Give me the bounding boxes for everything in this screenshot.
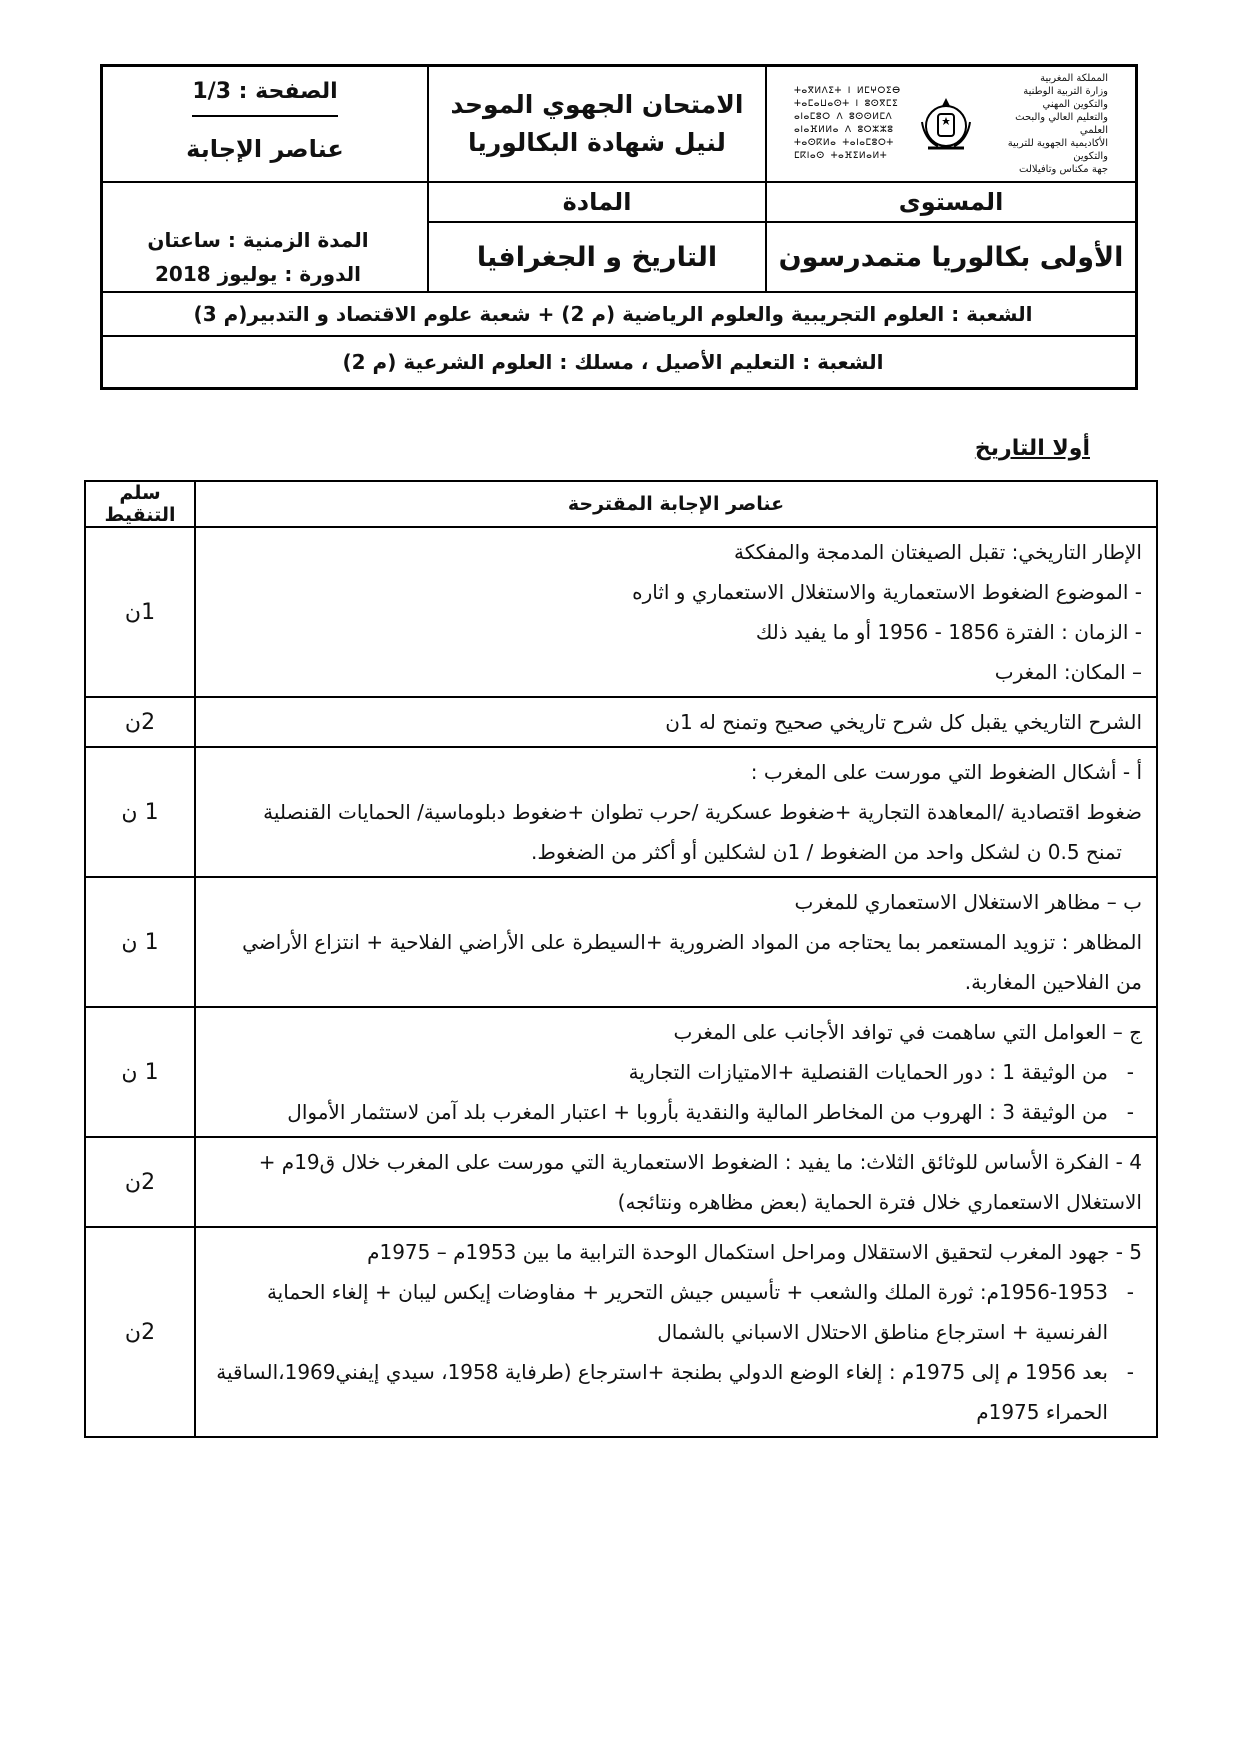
exam-duration: المدة الزمنية : ساعتان (147, 228, 369, 252)
coat-of-arms-icon (914, 92, 978, 156)
exam-title-line-1: الامتحان الجهوي الموحد (450, 90, 744, 119)
table-row (85, 527, 1157, 697)
answer-score: 2ن (85, 697, 195, 747)
answer-score: 1 ن (85, 877, 195, 1007)
exam-title-line-2: لنيل شهادة البكالوريا (468, 128, 726, 157)
subject-label: المادة (427, 183, 767, 221)
answer-line: ضغوط اقتصادية /المعاهدة التجارية +ضغوط عسكرية /حرب تطوان +ضغوط دبلوماسية/ الحمايات القنصلية (263, 800, 1142, 824)
header-grading-scale: سلم التنقيط (85, 481, 195, 527)
table-row (85, 1137, 1157, 1227)
answer-line: - 1956-1953م: ثورة الملك والشعب + تأسيس جيش التحرير + مفاوضات إيكس ليبان + إلغاء الحماية الفرنسية + استرجاع مناطق الاحتلال الاسباني بالشمال (210, 1272, 1142, 1352)
answer-line: – المكان: المغرب (994, 660, 1142, 684)
answer-line: المظاهر : تزويد المستعمر بما يحتاجه من المواد الضرورية +السيطرة على الأراضي الفلاحية + انتزاع الأراضي من الفلاحين المغاربة. (242, 930, 1142, 994)
answer-content (195, 1007, 1157, 1137)
table-row (85, 747, 1157, 877)
level-value: الأولى بكالوريا متمدرسون (778, 241, 1124, 273)
exam-header (100, 64, 1138, 390)
table-row (85, 697, 1157, 747)
answer-line: 5 - جهود المغرب لتحقيق الاستقلال ومراحل استكمال الوحدة الترابية ما بين 1953م – 1975م (367, 1240, 1142, 1264)
answer-line: - من الوثيقة 1 : دور الحمايات القنصلية +الامتيازات التجارية (210, 1052, 1142, 1092)
table-row (85, 877, 1157, 1007)
table-row (85, 1007, 1157, 1137)
answer-line: الإطار التاريخي: تقبل الصيغتان المدمجة والمفككة (734, 540, 1142, 564)
answer-score: 2ن (85, 1227, 195, 1437)
ministry-name-tifinagh: ⵜⴰⴳⵍⴷⵉⵜ ⵏ ⵍⵎⵖⵔⵉⴱ ⵜⴰⵎⴰⵡⴰⵙⵜ ⵏ ⵓⵙⴳⵎⵉ ⴰⵏⴰⵎⵓⵔ ⴷ ⵓⵙⵙⵍⵎⴷ ⴰⵏⴰⴼⵍⵍⴰ ⴷ ⵓⵔⵣⵣⵓ ⵜⴰⵙⴽⵍⴰ ⵜⴰⵏⴰⵎⵓⵔⵜ ⵎⴽⵏⴰⵙ ⵜⴰⴼⵉⵍⴰⵍⵜ (794, 86, 901, 161)
answer-line: 4 - الفكرة الأساس للوثائق الثلاث: ما يفيد : الضغوط الاستعمارية التي مورست على المغرب خلال ق19م + الاستغلال الاستعماري خلال فترة الحماية (بعض مظاهره ونتائجه) (258, 1150, 1142, 1214)
table-header-row (85, 481, 1157, 527)
answer-line: ج – العوامل التي ساهمت في توافد الأجانب على المغرب (673, 1020, 1142, 1044)
section-title-history: أولا التاريخ (974, 436, 1090, 461)
answer-line: - من الوثيقة 3 : الهروب من المخاطر المالية والنقدية بأروبا + اعتبار المغرب بلد آمن لاستثمار الأموال (210, 1092, 1142, 1132)
answer-line: - الموضوع الضغوط الاستعمارية والاستغلال الاستعماري و اثاره (632, 580, 1142, 604)
answer-content (195, 1137, 1157, 1227)
branch-line-2: الشعبة : التعليم الأصيل ، مسلك : العلوم الشرعية (م 2) (342, 350, 884, 374)
table-row (85, 1227, 1157, 1437)
answer-content (195, 527, 1157, 697)
exam-duration-session (103, 223, 427, 291)
branch-line-1: الشعبة : العلوم التجريبية والعلوم الرياضية (م 2) + شعبة علوم الاقتصاد و التدبير(م 3) (193, 302, 1033, 326)
answer-line: ب – مظاهر الاستغلال الاستعماري للمغرب (794, 890, 1142, 914)
answer-score: 2ن (85, 1137, 195, 1227)
header-proposed-answers: عناصر الإجابة المقترحة (195, 481, 1157, 527)
answer-line: - بعد 1956 م إلى 1975م : إلغاء الوضع الدولي بطنجة +استرجاع (طرفاية 1958، سيدي إيفني1969،الساقية الحمراء 1975م (210, 1352, 1142, 1432)
answer-content (195, 877, 1157, 1007)
answer-score: 1 ن (85, 747, 195, 877)
answer-content (195, 1227, 1157, 1437)
ministry-logo-block (767, 67, 1135, 181)
answer-line: أ - أشكال الضغوط التي مورست على المغرب : (750, 760, 1142, 784)
answer-score: 1 ن (85, 1007, 195, 1137)
answer-line: تمنح 0.5 ن لشكل واحد من الضغوط / 1ن لشكلين أو أكثر من الضغوط. (531, 840, 1122, 864)
ministry-name-arabic: المملكة المغربية وزارة التربية الوطنية والتكوين المهني والتعليم العالي والبحث العلمي الأكاديمية الجهوية للتربية والتكوين جهة مكناس وتافيلالت (1007, 73, 1108, 175)
exam-title (427, 67, 767, 181)
subject-value: التاريخ و الجغرافيا (427, 223, 767, 291)
exam-session: الدورة : يوليوز 2018 (155, 262, 362, 286)
answer-line: - الزمان : الفترة 1856 - 1956 أو ما يفيد ذلك (755, 620, 1142, 644)
answer-content (195, 697, 1157, 747)
answer-table (84, 480, 1158, 1438)
page-info (103, 67, 427, 181)
answer-score: 1ن (85, 527, 195, 697)
answer-elements-label: عناصر الإجابة (186, 135, 344, 163)
level-label: المستوى (898, 188, 1004, 216)
answer-content (195, 747, 1157, 877)
page-number: الصفحة : 1/3 (192, 67, 337, 117)
answer-line: الشرح التاريخي يقبل كل شرح تاريخي صحيح وتمنح له 1ن (665, 710, 1142, 734)
